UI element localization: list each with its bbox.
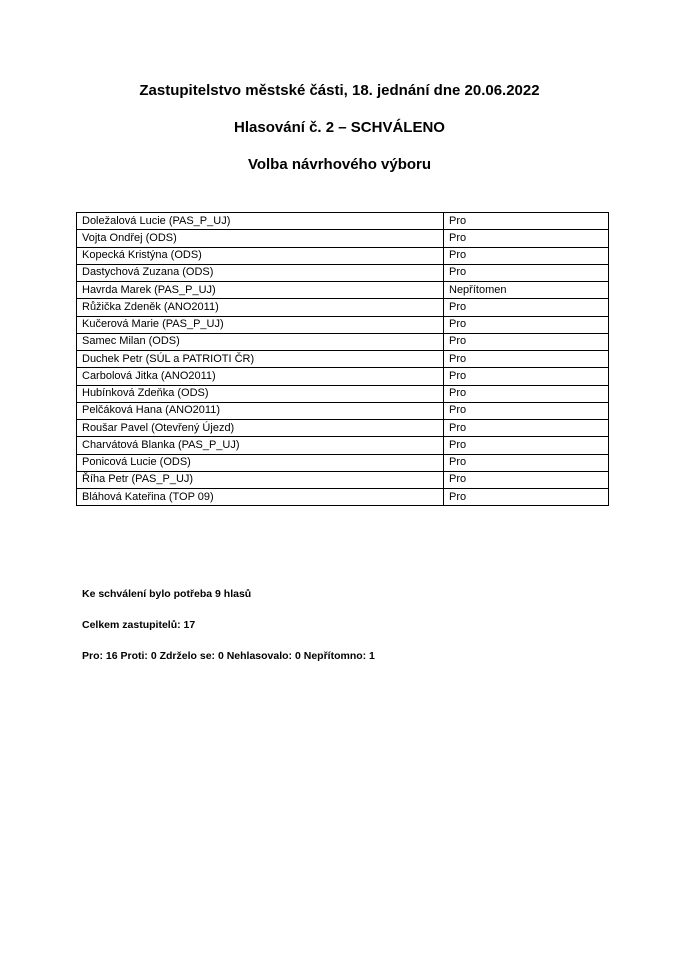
table-row	[77, 368, 609, 385]
table-row	[77, 316, 609, 333]
table-row	[77, 489, 609, 506]
document-title: Zastupitelstvo městské části, 18. jednání dne 20.06.2022	[139, 82, 540, 99]
vote-value-cell: Nepřítomen	[444, 282, 609, 299]
vote-value-cell: Pro	[444, 368, 609, 385]
table-row	[77, 230, 609, 247]
vote-value-cell: Pro	[444, 489, 609, 506]
member-name-cell: Dastychová Zuzana (ODS)	[77, 264, 444, 281]
member-name-cell: Charvátová Blanka (PAS_P_UJ)	[77, 437, 444, 454]
member-name-cell: Říha Petr (PAS_P_UJ)	[77, 471, 444, 488]
table-row	[77, 454, 609, 471]
table-row	[77, 213, 609, 230]
vote-value-cell: Pro	[444, 437, 609, 454]
total-members-text: Celkem zastupitelů: 17	[82, 619, 196, 631]
vote-value-cell: Pro	[444, 351, 609, 368]
vote-value-cell: Pro	[444, 299, 609, 316]
member-name-cell: Kučerová Marie (PAS_P_UJ)	[77, 316, 444, 333]
vote-value-cell: Pro	[444, 333, 609, 350]
member-name-cell: Doležalová Lucie (PAS_P_UJ)	[77, 213, 444, 230]
vote-value-cell: Pro	[444, 264, 609, 281]
member-name-cell: Havrda Marek (PAS_P_UJ)	[77, 282, 444, 299]
table-row	[77, 402, 609, 419]
member-name-cell: Carbolová Jitka (ANO2011)	[77, 368, 444, 385]
table-row	[77, 264, 609, 281]
member-name-cell: Ponicová Lucie (ODS)	[77, 454, 444, 471]
member-name-cell: Samec Milan (ODS)	[77, 333, 444, 350]
member-name-cell: Roušar Pavel (Otevřený Újezd)	[77, 420, 444, 437]
member-name-cell: Kopecká Kristýna (ODS)	[77, 247, 444, 264]
table-row	[77, 385, 609, 402]
table-row	[77, 247, 609, 264]
table-row	[77, 282, 609, 299]
vote-results-text: Pro: 16 Proti: 0 Zdrželo se: 0 Nehlasovalo: 0 Nepřítomno: 1	[82, 650, 375, 662]
vote-value-cell: Pro	[444, 402, 609, 419]
member-name-cell: Vojta Ondřej (ODS)	[77, 230, 444, 247]
vote-value-cell: Pro	[444, 316, 609, 333]
vote-value-cell: Pro	[444, 420, 609, 437]
vote-value-cell: Pro	[444, 213, 609, 230]
vote-subject-heading: Volba návrhového výboru	[247, 156, 432, 173]
table-row	[77, 437, 609, 454]
vote-value-cell: Pro	[444, 454, 609, 471]
table-row	[77, 333, 609, 350]
quorum-requirement-text: Ke schválení bylo potřeba 9 hlasů	[82, 588, 252, 600]
vote-value-cell: Pro	[444, 385, 609, 402]
table-row	[77, 299, 609, 316]
vote-result-subtitle: Hlasování č. 2 – SCHVÁLENO	[234, 119, 445, 136]
member-name-cell: Hubínková Zdeňka (ODS)	[77, 385, 444, 402]
vote-value-cell: Pro	[444, 471, 609, 488]
member-name-cell: Bláhová Kateřina (TOP 09)	[77, 489, 444, 506]
member-name-cell: Duchek Petr (SÚL a PATRIOTI ČR)	[77, 351, 444, 368]
table-row	[77, 351, 609, 368]
vote-value-cell: Pro	[444, 230, 609, 247]
table-row	[77, 471, 609, 488]
member-name-cell: Pelčáková Hana (ANO2011)	[77, 402, 444, 419]
vote-value-cell: Pro	[444, 247, 609, 264]
vote-table	[76, 212, 609, 506]
table-row	[77, 420, 609, 437]
vote-table-body	[77, 213, 609, 506]
member-name-cell: Růžička Zdeněk (ANO2011)	[77, 299, 444, 316]
